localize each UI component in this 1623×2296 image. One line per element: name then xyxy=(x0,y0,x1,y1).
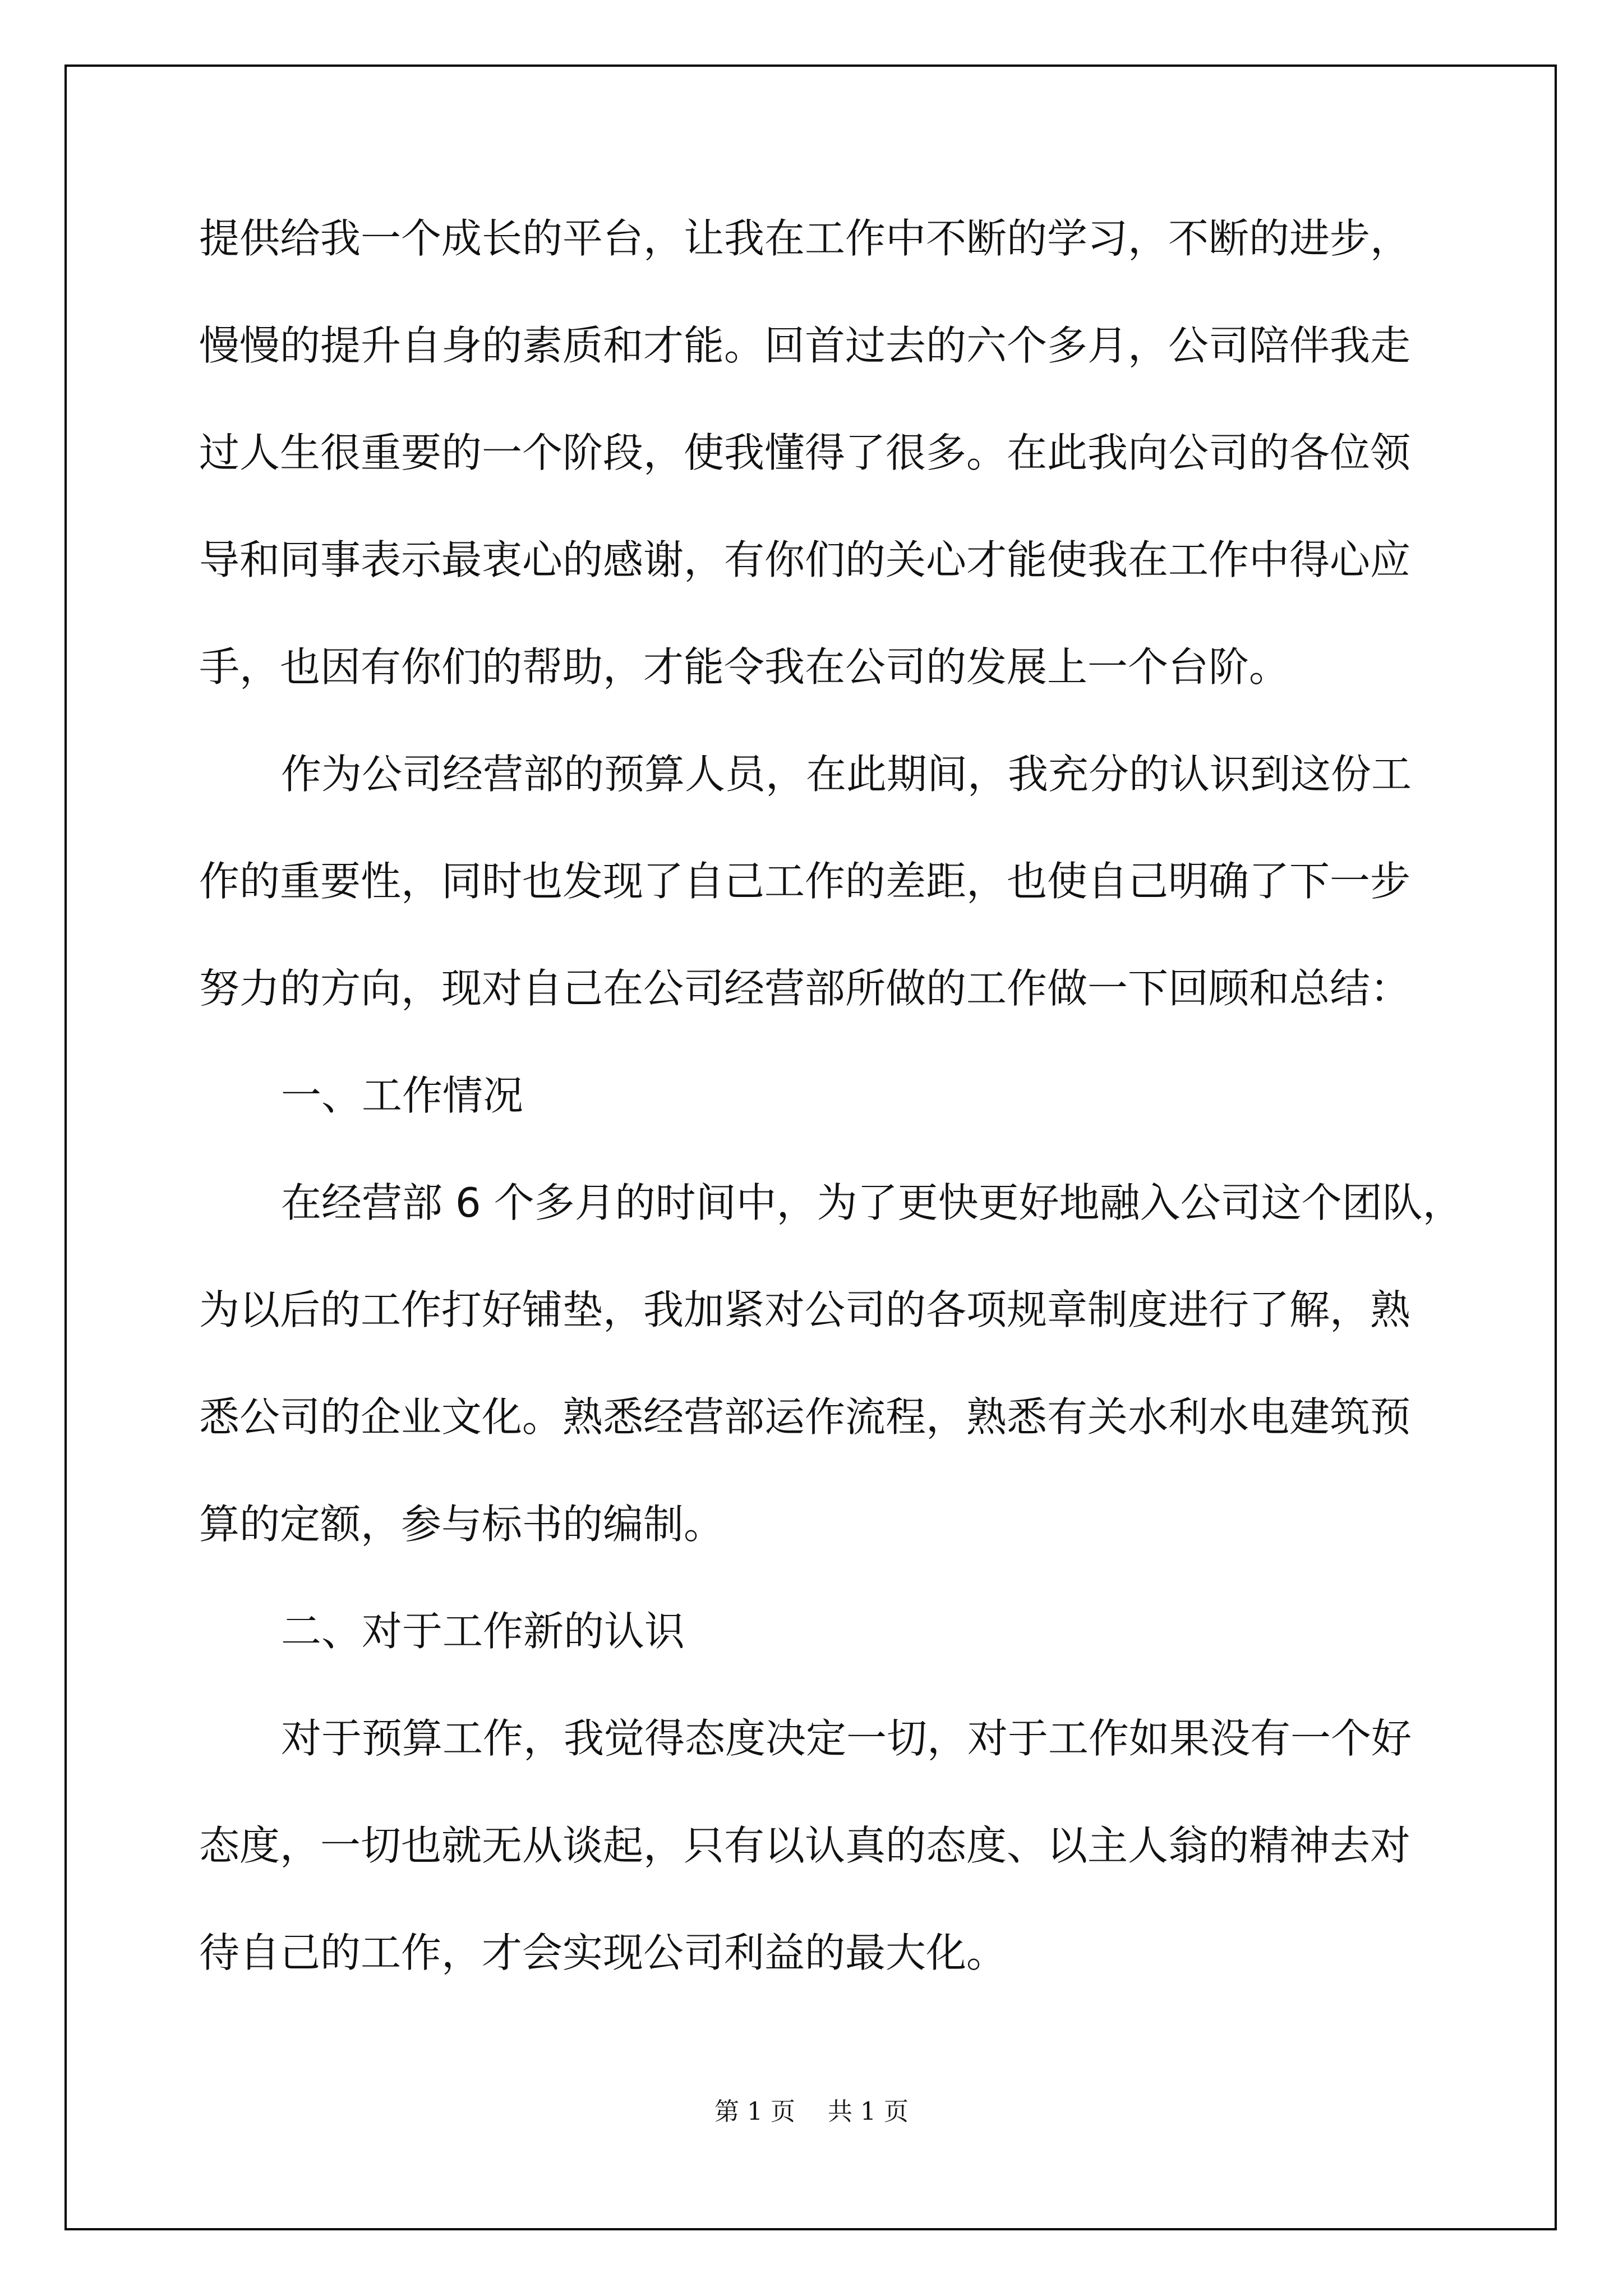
text-line: 悉公司的企业文化。熟悉经营部运作流程，熟悉有关水利水电建筑预 xyxy=(199,1393,1411,1441)
text-line: 作为公司经营部的预算人员，在此期间，我充分的认识到这份工 xyxy=(281,751,1412,798)
text-line: 态度，一切也就无从谈起，只有以认真的态度、以主人翁的精神去对 xyxy=(199,1822,1411,1869)
document-body xyxy=(199,185,1463,2007)
text-line: 算的定额，参与标书的编制。 xyxy=(199,1501,725,1548)
section-heading: 二、对于工作新的认识 xyxy=(281,1608,685,1655)
page-number-footer: 第 1 页 共 1 页 xyxy=(714,2097,909,2126)
text-line: 待自己的工作，才会实现公司利益的最大化。 xyxy=(199,1929,1007,1976)
text-line: 为以后的工作打好铺垫，我加紧对公司的各项规章制度进行了解，熟 xyxy=(199,1286,1411,1333)
text-line: 在经营部 6 个多月的时间中，为了更快更好地融入公司这个团队， xyxy=(281,1179,1463,1226)
text-line: 对于预算工作，我觉得态度决定一切，对于工作如果没有一个好 xyxy=(281,1715,1412,1762)
text-line: 努力的方向，现对自己在公司经营部所做的工作做一下回顾和总结： xyxy=(199,965,1411,1012)
text-line: 作的重要性，同时也发现了自己工作的差距，也使自己明确了下一步 xyxy=(199,858,1411,905)
text-line: 过人生很重要的一个阶段，使我懂得了很多。在此我向公司的各位领 xyxy=(199,429,1411,476)
section-heading: 一、工作情况 xyxy=(281,1072,524,1119)
text-line: 慢慢的提升自身的素质和才能。回首过去的六个多月，公司陪伴我走 xyxy=(199,322,1411,369)
text-line: 提供给我一个成长的平台，让我在工作中不断的学习，不断的进步， xyxy=(199,215,1411,262)
text-line: 导和同事表示最衷心的感谢，有你们的关心才能使我在工作中得心应 xyxy=(199,536,1411,583)
text-line: 手，也因有你们的帮助，才能令我在公司的发展上一个台阶。 xyxy=(199,643,1290,691)
